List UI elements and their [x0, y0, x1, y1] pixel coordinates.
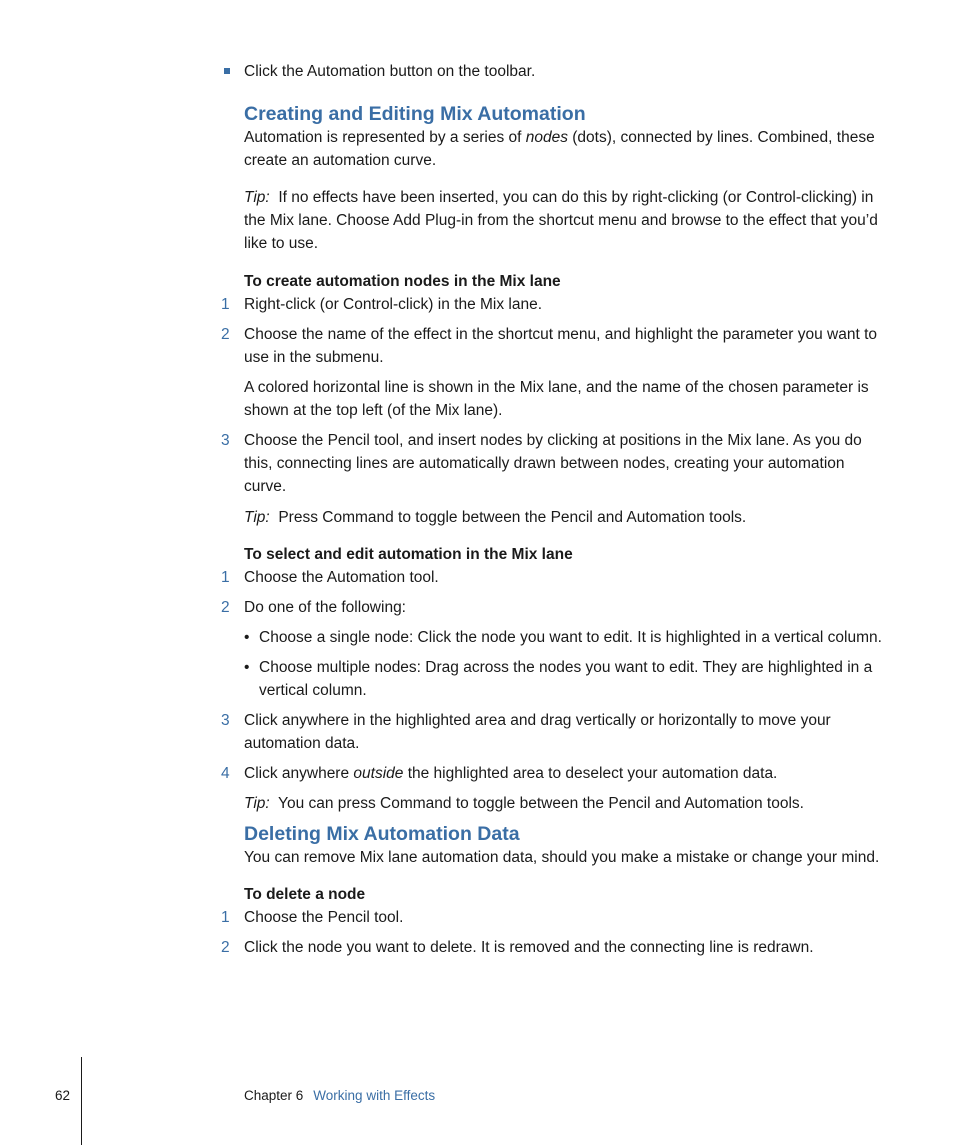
step-text: Choose the Automation tool. [244, 569, 439, 586]
step-text: Choose the Pencil tool. [244, 909, 404, 926]
tip-text: If no effects have been inserted, you can do this by right-clicking (or Control-clicking) in the Mix lane. Choose Add Plug-in from the shortcut menu and browse to the effect that you’d like to use. [244, 189, 878, 252]
step-number: 2 [221, 326, 230, 343]
intro-bullet [244, 60, 884, 83]
step-number: 1 [221, 296, 230, 313]
tip-label: Tip: [244, 509, 270, 526]
step-text: Do one of the following: [244, 599, 406, 616]
page-content [221, 60, 884, 959]
step-item [221, 762, 884, 785]
step-text-part: the highlighted area to deselect your automation data. [403, 765, 778, 782]
step-text-part: Click anywhere [244, 765, 354, 782]
step-note: A colored horizontal line is shown in the Mix lane, and the name of the chosen parameter is shown at the top left (of the Mix lane). [244, 379, 869, 419]
square-bullet-icon [224, 68, 230, 74]
bullet-dot-icon: • [244, 629, 250, 646]
step-number: 3 [221, 432, 230, 449]
step-item [221, 429, 884, 498]
page-number: 62 [55, 1088, 71, 1103]
step-item [221, 596, 884, 619]
tip-label: Tip: [244, 189, 270, 206]
step-item [221, 293, 884, 316]
procedure-title-create: To create automation nodes in the Mix lane [244, 273, 561, 290]
section-heading-creating: Creating and Editing Mix Automation [244, 103, 586, 125]
para-emphasis: nodes [525, 129, 568, 146]
section-heading-deleting: Deleting Mix Automation Data [244, 823, 520, 845]
step-text: Click anywhere in the highlighted area and drag vertically or horizontally to move your automation data. [244, 712, 831, 752]
bullet-text: Choose a single node: Click the node you want to edit. It is highlighted in a vertical column. [259, 629, 882, 646]
chapter-label: Chapter 6 [244, 1088, 304, 1103]
list-item [244, 626, 884, 649]
step-number: 2 [221, 939, 230, 956]
tip-label: Tip: [244, 795, 270, 812]
para-text: Automation is represented by a series of [244, 129, 526, 146]
step-item [221, 936, 884, 959]
step-text-emphasis: outside [353, 765, 404, 782]
procedure-title-select: To select and edit automation in the Mix lane [244, 546, 573, 563]
bullet-text: Choose multiple nodes: Drag across the nodes you want to edit. They are highlighted in a vertical column. [259, 659, 873, 699]
step-number: 3 [221, 712, 230, 729]
step-number: 1 [221, 569, 230, 586]
step-item [221, 709, 884, 755]
step-text: Choose the name of the effect in the shortcut menu, and highlight the parameter you want to use in the submenu. [244, 326, 878, 366]
step-text [244, 765, 777, 782]
step-item [221, 906, 884, 929]
step-item [221, 566, 884, 589]
bullet-dot-icon: • [244, 659, 250, 676]
list-item [244, 656, 884, 702]
chapter-title: Working with Effects [313, 1088, 436, 1103]
intro-bullet-text: Click the Automation button on the toolbar. [244, 63, 536, 80]
step-number: 1 [221, 909, 230, 926]
footer-chapter [244, 1087, 435, 1105]
step-text: Choose the Pencil tool, and insert nodes by clicking at positions in the Mix lane. As you do this, connecting lines are automatically drawn between nodes, creating your automation curve. [244, 432, 862, 495]
footer-divider [81, 1057, 82, 1145]
tip-text: Press Command to toggle between the Pencil and Automation tools. [278, 509, 747, 526]
para-text: (dots), connected by lines. Combined, these create an automation curve. [244, 129, 875, 169]
step-number: 4 [221, 765, 230, 782]
section1-paragraph [244, 126, 884, 172]
step-text: Right-click (or Control-click) in the Mix lane. [244, 296, 543, 313]
tip-1 [244, 186, 884, 255]
section2-paragraph: You can remove Mix lane automation data, should you make a mistake or change your mind. [244, 849, 880, 866]
tip-2 [244, 506, 884, 529]
tip-3 [244, 792, 884, 815]
procedure-title-delete: To delete a node [244, 886, 366, 903]
step-number: 2 [221, 599, 230, 616]
tip-text: You can press Command to toggle between the Pencil and Automation tools. [278, 795, 804, 812]
step-item [221, 323, 884, 369]
step-text: Click the node you want to delete. It is removed and the connecting line is redrawn. [244, 939, 814, 956]
